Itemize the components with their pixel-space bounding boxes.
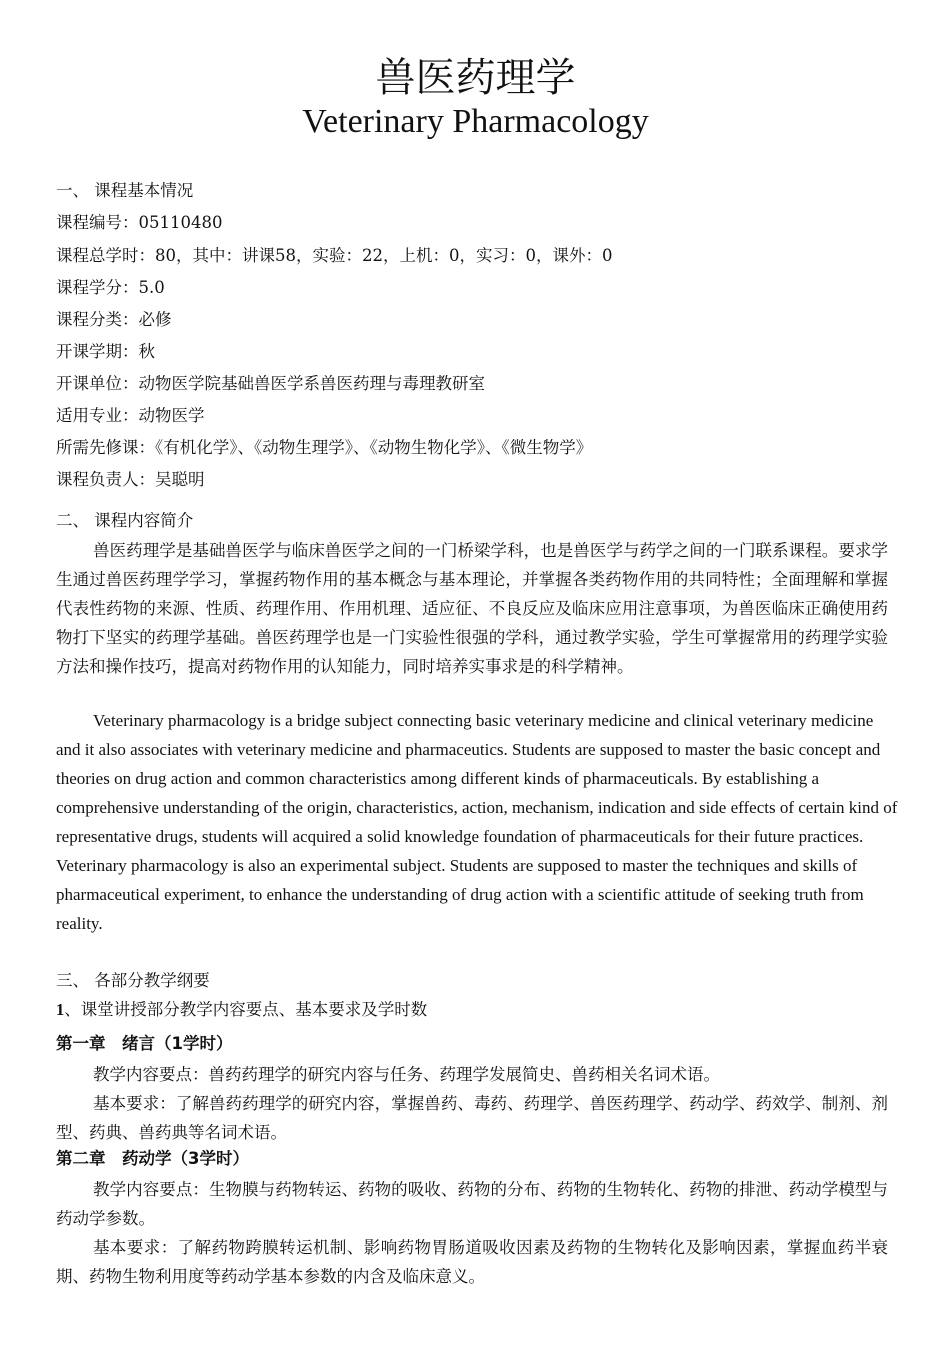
course-department: 开课单位：动物医学院基础兽医学系兽医药理与毒理教研室 — [56, 374, 485, 393]
title-chinese: 兽医药理学 — [375, 55, 576, 101]
course-credits: 课程学分：5.0 — [56, 278, 165, 297]
chapter1-content: 教学内容要点：兽药药理学的研究内容与任务、药理学发展简史、兽药相关名词术语。 — [93, 1065, 720, 1084]
subsection-number: 1 — [56, 1000, 65, 1019]
chapter1-title: 第一章 绪言（1学时） — [56, 1034, 233, 1053]
course-category: 课程分类：必修 — [56, 310, 172, 329]
intro-paragraph-chinese: 兽医药理学是基础兽医学与临床兽医学之间的一门桥梁学科，也是兽医学与药学之间的一门联系课程。要求学生通过兽医药理学学习，掌握药物作用的基本概念与基本理论，并掌握各类药物作用的共同特性；全面理解和掌握代表性药物的来源、性质、药理作用、作用机理、适应征、不良反应及临床应用注意事项，为兽医临床正确使用药物打下坚实的药理学基础。兽医药理学也是一门实验性很强的学科，通过教学实验，学生可掌握常用的药理学实验方法和操作技巧，提高对药物作用的认知能力，同时培养实事求是的科学精神。 — [56, 541, 888, 676]
intro-paragraph-english: Veterinary pharmacology is a bridge subject connecting basic veterinary medicine and clinical veterinary medicine and it also associates with veterinary medicine and pharmaceutics. Students are supposed to master the basic concept and theories on drug action and common characteristics among different kinds of pharmaceuticals. By establishing a comprehensive understanding of the origin, characteristics, action, mechanism, indication and side effects of certain kind of representative drugs, students will acquired a solid knowledge foundation of pharmaceuticals for their future practices. Veterinary pharmacology is also an experimental subject. Students are supposed to master the techniques and skills of pharmaceutical experiment, to enhance the understanding of drug action with a scientific attitude of seeking truth from reality. — [56, 711, 898, 933]
course-prerequisites: 所需先修课：《有机化学》、《动物生理学》、《动物生物化学》、《微生物学》 — [56, 438, 593, 457]
section2-heading: 二、 课程内容简介 — [56, 511, 194, 530]
chapter1-requirements: 基本要求：了解兽药药理学的研究内容，掌握兽药、毒药、药理学、兽医药理学、药动学、药效学、制剂、剂型、药典、兽药典等名词术语。 — [56, 1094, 888, 1142]
title-english: Veterinary Pharmacology — [302, 103, 649, 140]
course-instructor: 课程负责人：吴聪明 — [56, 470, 205, 489]
course-hours: 课程总学时：80，其中：讲课58，实验：22，上机：0，实习：0，课外：0 — [56, 246, 613, 265]
subsection-text: 、课堂讲授部分教学内容要点、基本要求及学时数 — [64, 1000, 428, 1019]
subsection-lecture-heading — [56, 999, 427, 1021]
section1-heading: 一、 课程基本情况 — [56, 181, 194, 200]
section3-heading: 三、 各部分教学纲要 — [56, 971, 210, 990]
course-major: 适用专业：动物医学 — [56, 406, 205, 425]
course-semester: 开课学期：秋 — [56, 342, 155, 361]
chapter2-content: 教学内容要点：生物膜与药物转运、药物的吸收、药物的分布、药物的生物转化、药物的排泄、药动学模型与药动学参数。 — [56, 1180, 888, 1228]
chapter2-title: 第二章 药动学（3学时） — [56, 1149, 249, 1168]
course-code: 课程编号：05110480 — [56, 213, 223, 232]
chapter2-requirements: 基本要求：了解药物跨膜转运机制、影响药物胃肠道吸收因素及药物的生物转化及影响因素，掌握血药半衰期、药物生物利用度等药动学基本参数的内含及临床意义。 — [56, 1238, 888, 1286]
